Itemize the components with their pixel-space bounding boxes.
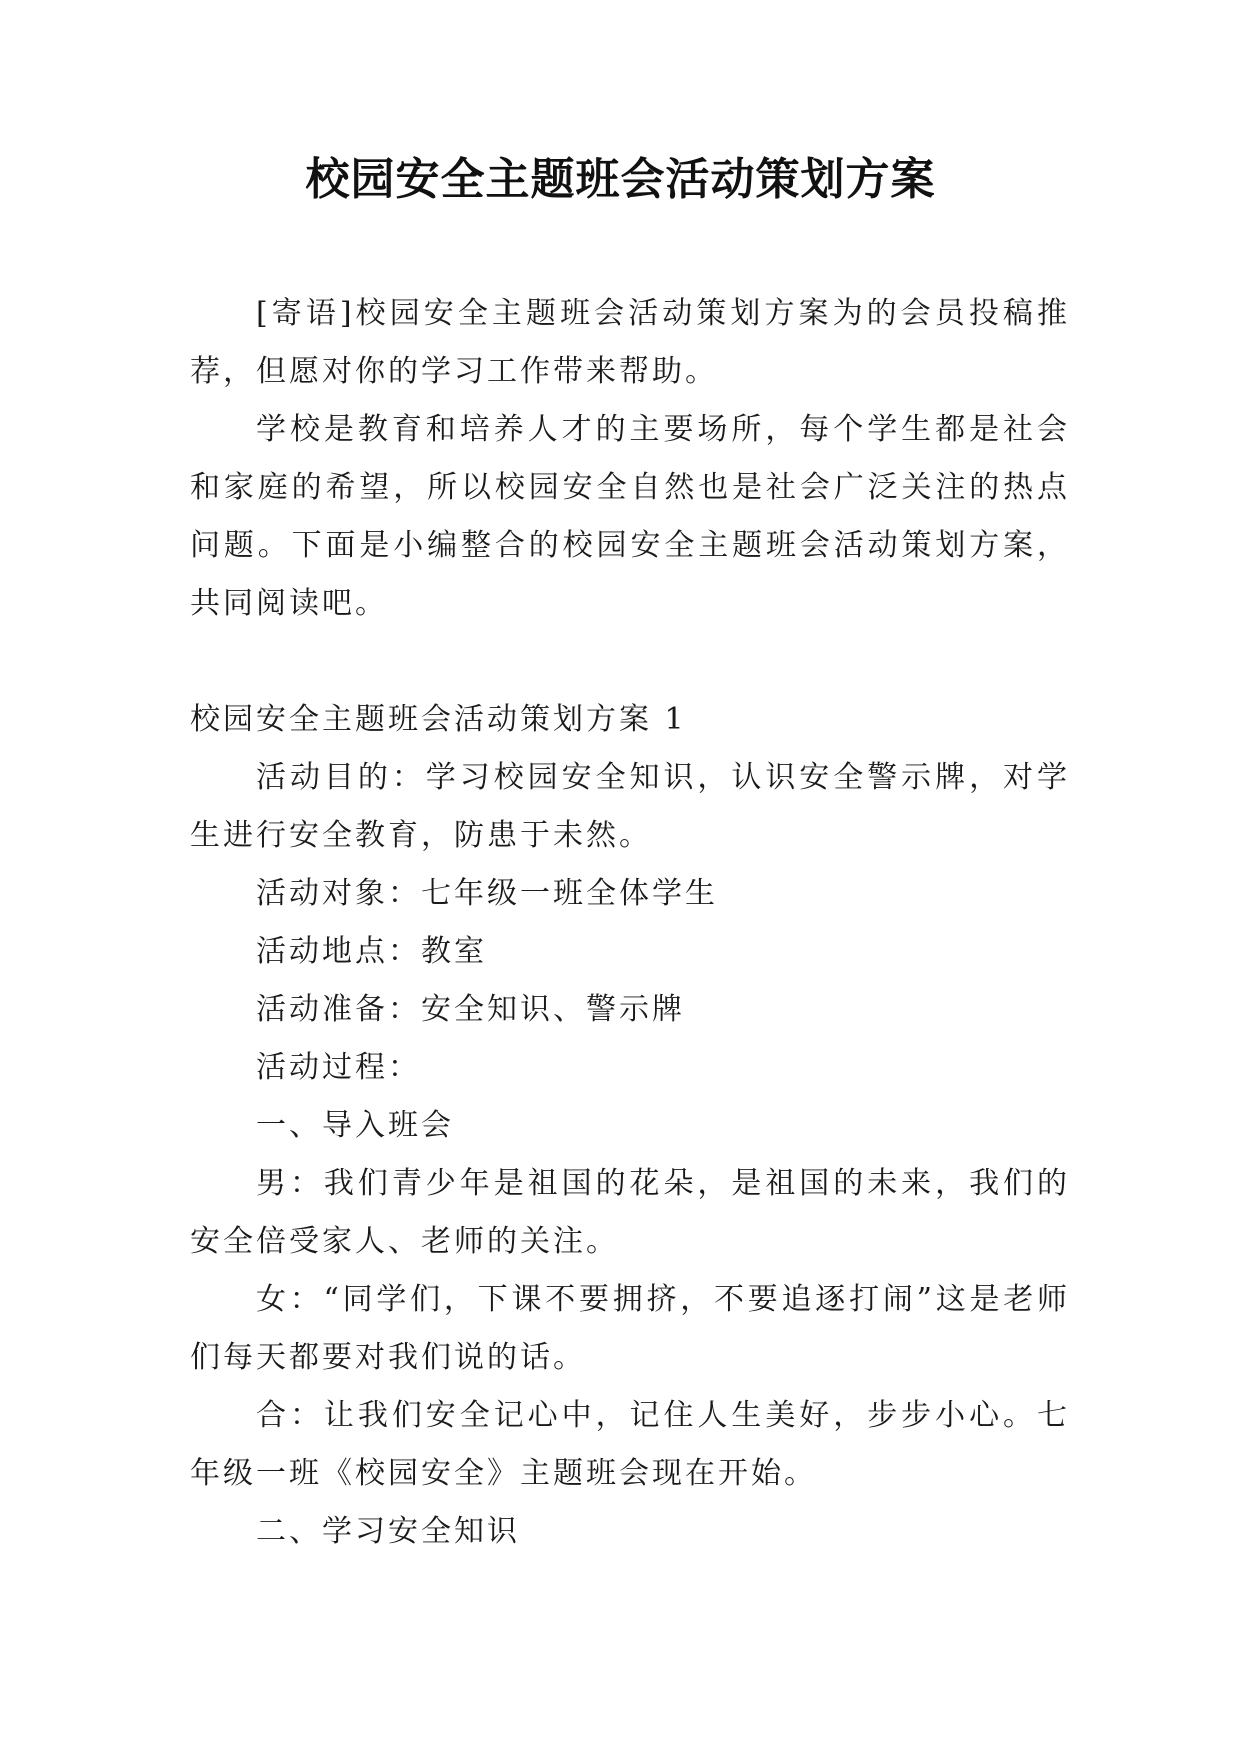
activity-audience: 活动对象：七年级一班全体学生 — [256, 876, 718, 911]
activity-process: 活动过程： — [256, 1050, 421, 1085]
document-body — [190, 285, 1070, 1561]
dialogue-female: 女：“同学们，下课不要拥挤，不要追逐打闹”这是老师们每天都要对我们说的话。 — [190, 1282, 1070, 1375]
document-title: 校园安全主题班会活动策划方案 — [305, 154, 936, 205]
step-one-heading: 一、导入班会 — [256, 1108, 454, 1143]
section-spacer — [190, 633, 1070, 691]
section-heading: 校园安全主题班会活动策划方案 1 — [190, 702, 687, 737]
dialogue-together: 合：让我们安全记心中，记住人生美好，步步小心。七年级一班《校园安全》主题班会现在开始。 — [190, 1398, 1070, 1491]
dialogue-male: 男：我们青少年是祖国的花朵，是祖国的未来，我们的安全倍受家人、老师的关注。 — [190, 1166, 1070, 1259]
intro-paragraph-1: [寄语]校园安全主题班会活动策划方案为的会员投稿推荐，但愿对你的学习工作带来帮助。 — [190, 296, 1070, 389]
activity-purpose: 活动目的：学习校园安全知识，认识安全警示牌，对学生进行安全教育，防患于未然。 — [190, 760, 1070, 853]
step-two-heading: 二、学习安全知识 — [256, 1514, 520, 1549]
activity-location: 活动地点：教室 — [256, 934, 487, 969]
activity-preparation: 活动准备：安全知识、警示牌 — [256, 992, 685, 1027]
intro-paragraph-2: 学校是教育和培养人才的主要场所，每个学生都是社会和家庭的希望，所以校园安全自然也是社会广泛关注的热点问题。下面是小编整合的校园安全主题班会活动策划方案，共同阅读吧。 — [190, 412, 1070, 621]
